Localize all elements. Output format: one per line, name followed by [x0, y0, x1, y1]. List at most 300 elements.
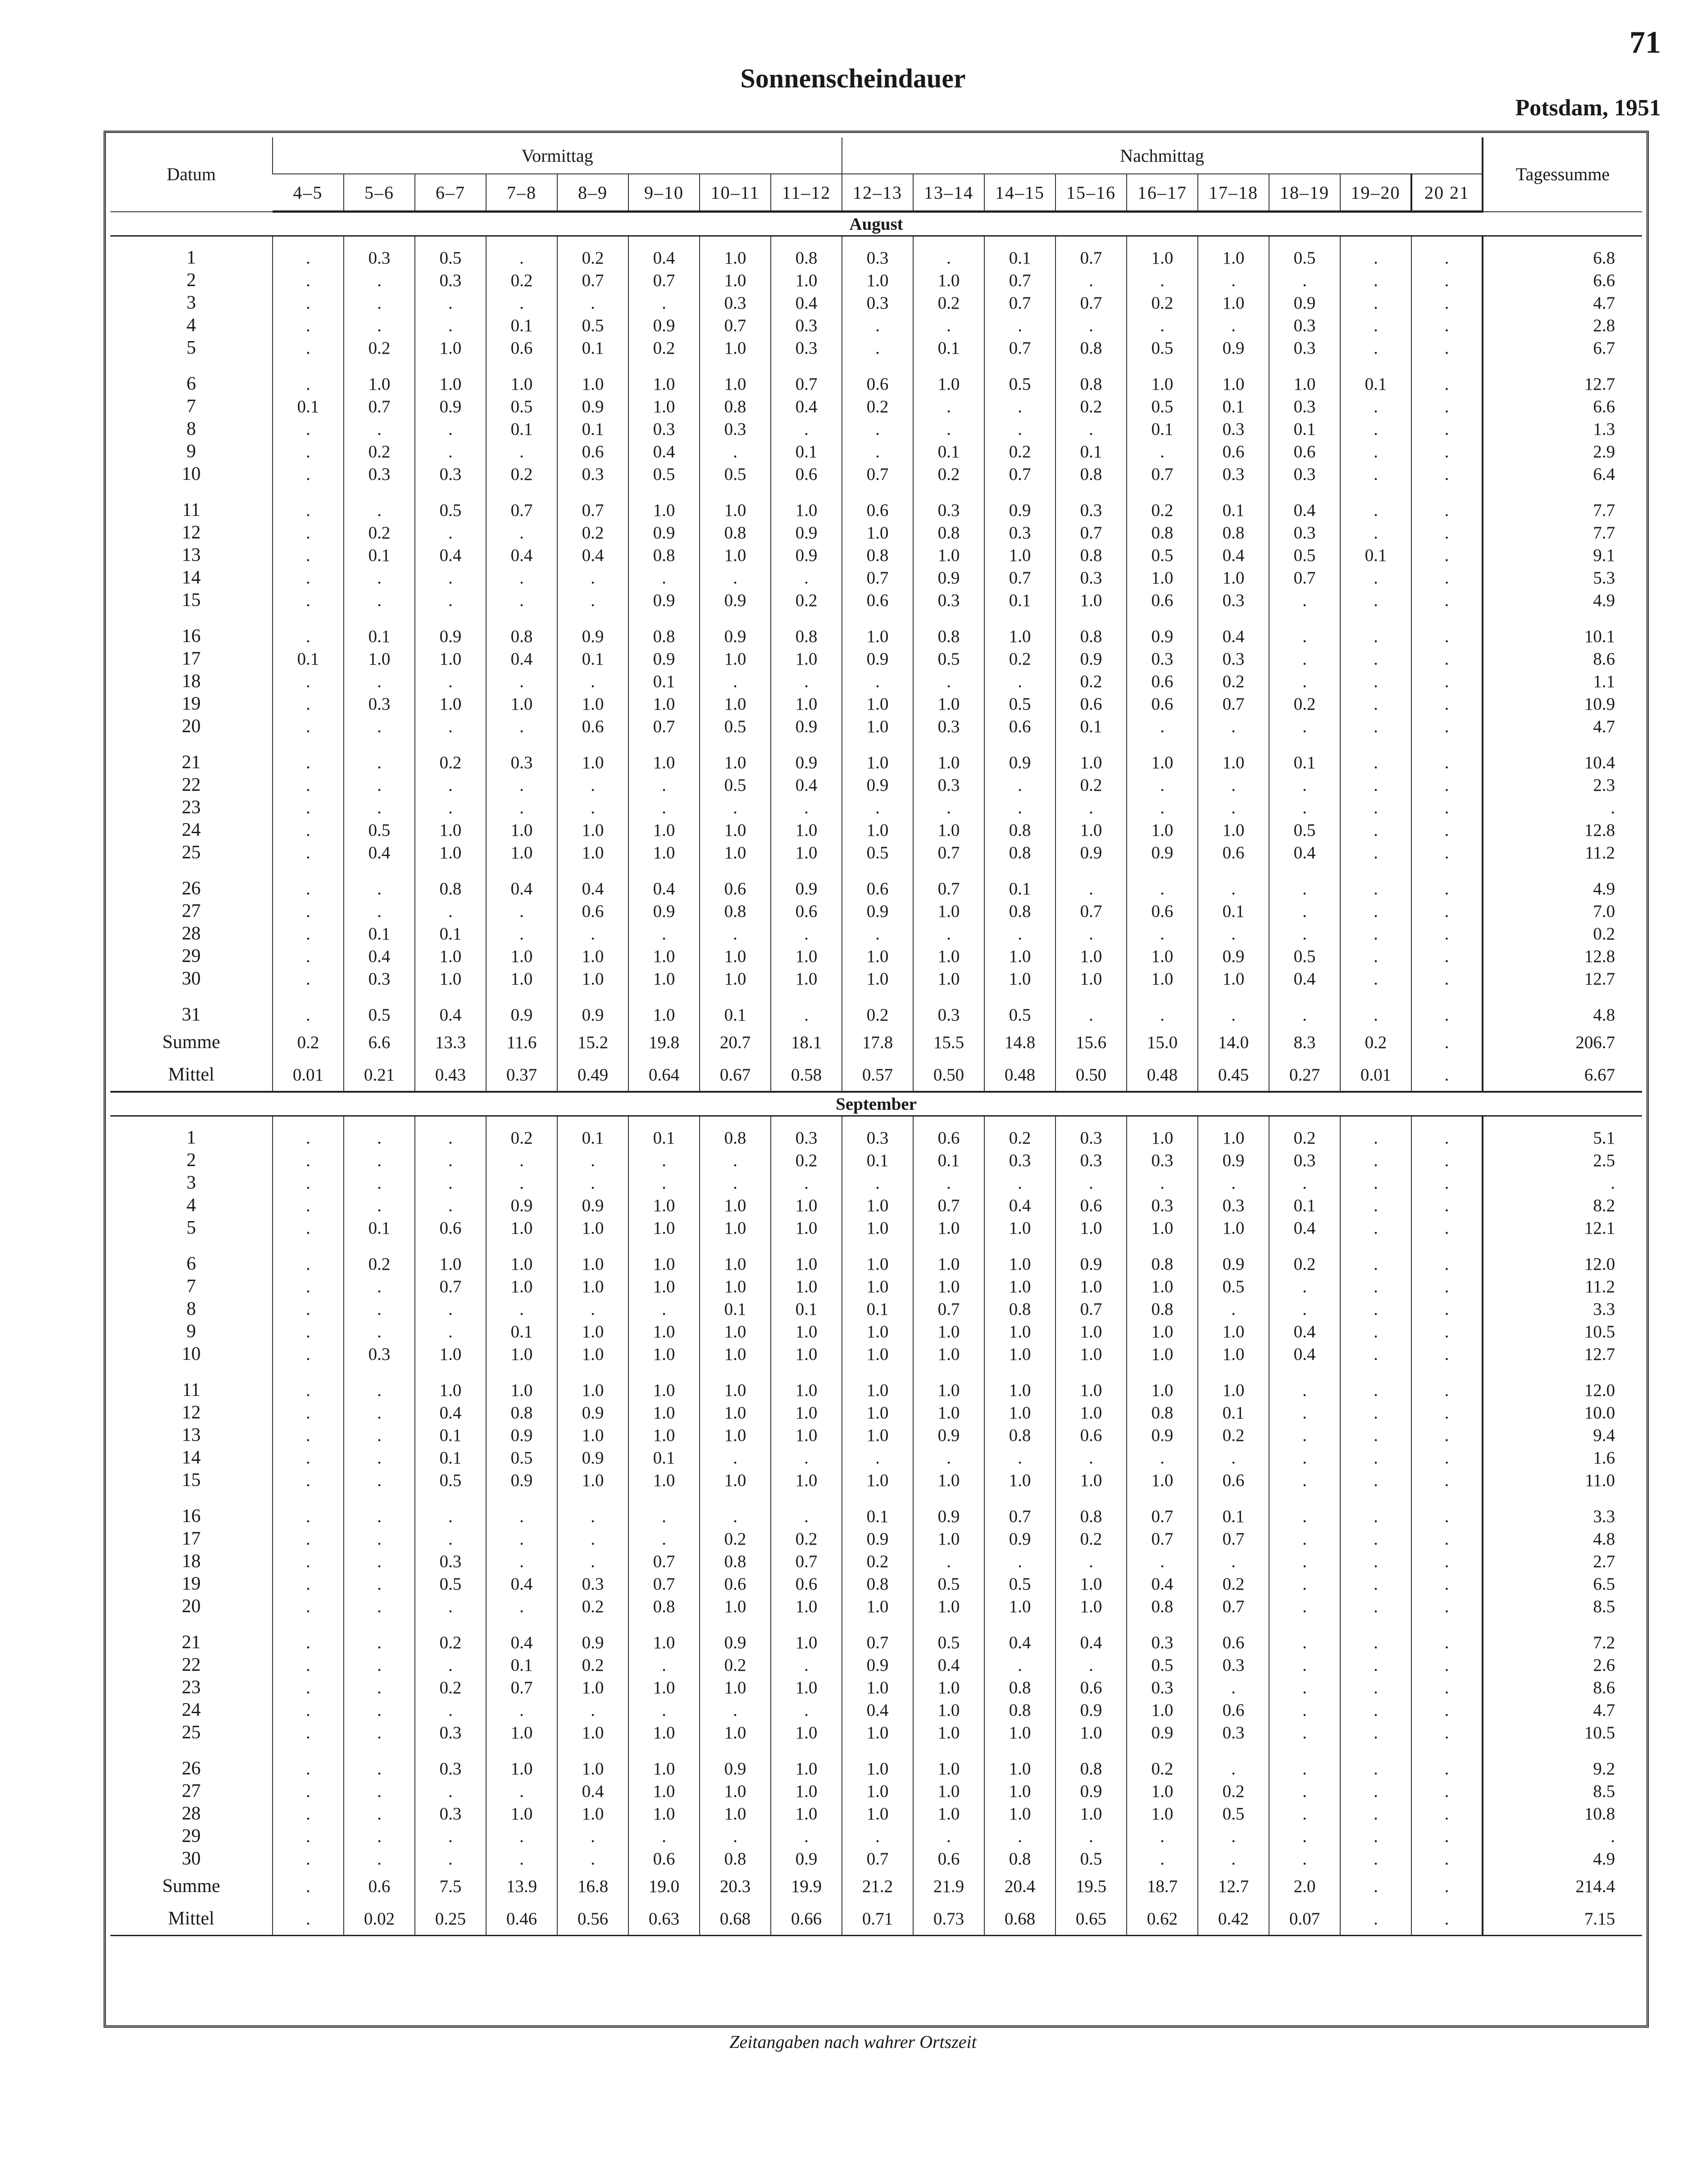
hourly-value: .	[557, 1847, 628, 1870]
hourly-value: 1.0	[628, 1365, 700, 1401]
hourly-value: .	[984, 418, 1055, 440]
hourly-value: 0.9	[842, 1527, 913, 1550]
table-row	[110, 864, 1642, 900]
hourly-value: 1.0	[771, 1343, 842, 1365]
summe-row	[110, 1026, 1642, 1058]
hourly-value: .	[1269, 1573, 1340, 1595]
hourly-value: .	[1411, 1365, 1483, 1401]
hourly-value: 1.0	[1127, 359, 1198, 395]
table-row	[110, 1802, 1642, 1825]
summe-value: 0.6	[344, 1870, 415, 1902]
hourly-value: 1.0	[913, 819, 984, 841]
table-row	[110, 819, 1642, 841]
hourly-value: 0.9	[628, 521, 700, 544]
hourly-value: .	[771, 990, 842, 1026]
summe-value: 14.0	[1198, 1026, 1269, 1058]
hourly-value: .	[1340, 1275, 1411, 1298]
hourly-value: .	[842, 1172, 913, 1194]
hourly-value: .	[1127, 864, 1198, 900]
hourly-value: .	[1411, 796, 1483, 819]
hourly-value: .	[1411, 1194, 1483, 1217]
hourly-value: 0.1	[1127, 418, 1198, 440]
hourly-value: .	[984, 1446, 1055, 1469]
hourly-value: .	[1340, 774, 1411, 796]
hourly-value: .	[1411, 922, 1483, 945]
hourly-value: 0.2	[344, 337, 415, 359]
hourly-value: 1.0	[984, 544, 1055, 566]
hourly-value: .	[1411, 1446, 1483, 1469]
hour-column-header: 16–17	[1127, 174, 1198, 212]
hourly-value: .	[1269, 1469, 1340, 1491]
hourly-value: .	[344, 796, 415, 819]
hourly-value: 0.7	[1198, 693, 1269, 715]
hourly-value: .	[1269, 900, 1340, 922]
hourly-value: 1.0	[913, 1744, 984, 1780]
hourly-value: .	[1198, 1676, 1269, 1699]
hourly-value: .	[344, 774, 415, 796]
hourly-value: 1.0	[842, 611, 913, 647]
table-row	[110, 1654, 1642, 1676]
hourly-value: .	[1055, 269, 1127, 292]
day-number: 29	[182, 946, 201, 967]
daily-total: 7.7	[1483, 521, 1642, 544]
mittel-value: 0.25	[415, 1902, 486, 1936]
hourly-value: .	[273, 1446, 344, 1469]
hourly-value: 0.4	[1198, 611, 1269, 647]
hourly-value: 1.0	[913, 544, 984, 566]
hourly-value: 0.1	[984, 589, 1055, 611]
hourly-value: 0.9	[1198, 1239, 1269, 1275]
hourly-value: .	[273, 715, 344, 738]
hourly-value: 1.0	[486, 1365, 557, 1401]
hourly-value: 0.9	[486, 1424, 557, 1446]
hourly-value: 1.0	[771, 1618, 842, 1654]
hourly-value: 0.9	[700, 1744, 771, 1780]
mittel-value: .	[1411, 1902, 1483, 1936]
hourly-value: 1.0	[628, 1721, 700, 1744]
hourly-value: .	[273, 485, 344, 521]
hourly-value: .	[1055, 418, 1127, 440]
hourly-value: .	[1340, 440, 1411, 463]
hourly-value: .	[700, 1825, 771, 1847]
hourly-value: .	[1411, 1780, 1483, 1802]
hourly-value: .	[913, 236, 984, 269]
hourly-value: 0.2	[557, 521, 628, 544]
hourly-value: .	[486, 1780, 557, 1802]
hourly-value: 1.0	[984, 1469, 1055, 1491]
mittel-total: 6.67	[1483, 1058, 1642, 1092]
hourly-value: .	[1269, 796, 1340, 819]
hourly-value: 0.9	[486, 1469, 557, 1491]
hourly-value: 1.0	[557, 1802, 628, 1825]
table-row	[110, 1469, 1642, 1491]
hourly-value: .	[273, 1527, 344, 1550]
hourly-value: 0.3	[1127, 1194, 1198, 1217]
hourly-value: .	[486, 1847, 557, 1870]
table-row	[110, 1676, 1642, 1699]
hourly-value: .	[273, 1365, 344, 1401]
hourly-value: 1.0	[771, 819, 842, 841]
hourly-value: .	[1340, 715, 1411, 738]
hourly-value: .	[1340, 292, 1411, 314]
footnote: Zeitangaben nach wahrer Ortszeit	[729, 2032, 977, 2052]
hourly-value: 1.0	[415, 693, 486, 715]
hourly-value: .	[700, 440, 771, 463]
hourly-value: .	[628, 1149, 700, 1172]
hourly-value: .	[1269, 1527, 1340, 1550]
daily-total: .	[1483, 796, 1642, 819]
summe-total: 214.4	[1483, 1870, 1642, 1902]
summe-value: 20.4	[984, 1870, 1055, 1902]
hourly-value: .	[1411, 544, 1483, 566]
hourly-value: 0.3	[1055, 566, 1127, 589]
hourly-value: .	[984, 314, 1055, 337]
hourly-value: .	[1269, 1275, 1340, 1298]
hourly-value: 0.5	[842, 841, 913, 864]
day-number: 30	[182, 1848, 201, 1869]
day-number: 2	[187, 270, 196, 291]
hourly-value: .	[1411, 236, 1483, 269]
hourly-value: 0.7	[984, 1491, 1055, 1527]
hourly-value: 0.1	[344, 611, 415, 647]
hourly-value: 0.8	[1055, 1744, 1127, 1780]
hourly-value: .	[771, 1825, 842, 1847]
day-number: 26	[182, 1758, 201, 1779]
hourly-value: 1.0	[842, 967, 913, 990]
daily-total: 11.2	[1483, 841, 1642, 864]
hourly-value: .	[557, 1172, 628, 1194]
hourly-value: 1.0	[1055, 589, 1127, 611]
hourly-value: 0.2	[1055, 395, 1127, 418]
hourly-value: 0.7	[1055, 292, 1127, 314]
hourly-value: 0.9	[842, 774, 913, 796]
hourly-value: 0.4	[1127, 1573, 1198, 1595]
daily-total: 12.7	[1483, 967, 1642, 990]
hourly-value: 0.5	[984, 1573, 1055, 1595]
hourly-value: .	[486, 922, 557, 945]
daily-total: 7.0	[1483, 900, 1642, 922]
mittel-value: 0.57	[842, 1058, 913, 1092]
hourly-value: 0.5	[984, 990, 1055, 1026]
hourly-value: .	[486, 292, 557, 314]
hourly-value: 0.1	[486, 1320, 557, 1343]
hourly-value: 0.5	[415, 236, 486, 269]
summe-value: 7.5	[415, 1870, 486, 1902]
hourly-value: .	[273, 1194, 344, 1217]
hourly-value: 1.0	[913, 1699, 984, 1721]
hourly-value: .	[1340, 967, 1411, 990]
hourly-value: 1.0	[700, 1217, 771, 1239]
hourly-value: .	[273, 1275, 344, 1298]
hourly-value: .	[700, 1491, 771, 1527]
hourly-value: .	[273, 1699, 344, 1721]
hourly-value: .	[415, 440, 486, 463]
hourly-value: 1.0	[771, 269, 842, 292]
mittel-row	[110, 1902, 1642, 1936]
hourly-value: 0.1	[700, 1298, 771, 1320]
hourly-value: 0.4	[486, 1573, 557, 1595]
hourly-value: .	[1269, 1780, 1340, 1802]
hourly-value: 1.0	[486, 1239, 557, 1275]
hourly-value: 0.6	[771, 900, 842, 922]
table-row	[110, 922, 1642, 945]
hourly-value: .	[486, 900, 557, 922]
hourly-value: 1.0	[842, 1595, 913, 1618]
hourly-value: 0.6	[1055, 693, 1127, 715]
hourly-value: 0.2	[557, 236, 628, 269]
summe-value: 15.5	[913, 1026, 984, 1058]
hourly-value: .	[700, 1149, 771, 1172]
daily-total: 9.1	[1483, 544, 1642, 566]
hourly-value: 1.0	[344, 359, 415, 395]
day-number: 7	[187, 396, 196, 417]
hourly-value: 0.6	[984, 715, 1055, 738]
daily-total: 12.7	[1483, 359, 1642, 395]
hourly-value: 0.1	[344, 544, 415, 566]
day-number: 18	[182, 1551, 201, 1572]
hourly-value: 0.9	[1269, 292, 1340, 314]
hourly-value: 1.0	[984, 611, 1055, 647]
hourly-value: 1.0	[1127, 1275, 1198, 1298]
hourly-value: .	[1269, 269, 1340, 292]
hourly-value: 1.0	[984, 1365, 1055, 1401]
hourly-value: .	[344, 670, 415, 693]
table-row	[110, 796, 1642, 819]
hourly-value: 1.0	[771, 693, 842, 715]
hourly-value: .	[1269, 715, 1340, 738]
hourly-value: .	[344, 1275, 415, 1298]
hourly-value: 0.2	[415, 1676, 486, 1699]
hourly-value: .	[344, 1744, 415, 1780]
hourly-value: 1.0	[557, 1469, 628, 1491]
hourly-value: 0.1	[1269, 418, 1340, 440]
hourly-value: .	[700, 670, 771, 693]
hourly-value: .	[557, 1550, 628, 1573]
hourly-value: 1.0	[700, 337, 771, 359]
hourly-value: 0.7	[842, 566, 913, 589]
hourly-value: 0.6	[1127, 589, 1198, 611]
hourly-value: 0.7	[1055, 1298, 1127, 1320]
hourly-value: 0.2	[1269, 693, 1340, 715]
hourly-value: .	[273, 1780, 344, 1802]
hourly-value: 1.0	[842, 1365, 913, 1401]
hourly-value: 0.4	[344, 841, 415, 864]
hourly-value: .	[344, 1401, 415, 1424]
hourly-value: .	[1340, 1802, 1411, 1825]
hourly-value: .	[415, 1194, 486, 1217]
hourly-value: 0.8	[913, 521, 984, 544]
hourly-value: .	[1411, 395, 1483, 418]
hourly-value: .	[984, 796, 1055, 819]
mittel-value: 0.42	[1198, 1902, 1269, 1936]
hourly-value: 0.4	[344, 945, 415, 967]
hourly-value: .	[1198, 1298, 1269, 1320]
hourly-value: 0.8	[415, 864, 486, 900]
hourly-value: 1.0	[628, 485, 700, 521]
hourly-value: .	[415, 774, 486, 796]
hourly-value: 0.3	[1127, 1618, 1198, 1654]
hourly-value: 0.1	[1269, 1194, 1340, 1217]
hourly-value: 0.8	[1127, 1298, 1198, 1320]
hourly-value: 0.9	[771, 544, 842, 566]
mittel-value: 0.50	[1055, 1058, 1127, 1092]
hourly-value: .	[344, 589, 415, 611]
hourly-value: 0.8	[486, 1401, 557, 1424]
hourly-value: .	[1340, 521, 1411, 544]
hourly-value: .	[1411, 738, 1483, 774]
hourly-value: 0.7	[984, 337, 1055, 359]
hourly-value: 0.5	[913, 1573, 984, 1595]
hourly-value: .	[1411, 566, 1483, 589]
hourly-value: 0.3	[557, 1573, 628, 1595]
hourly-value: .	[771, 670, 842, 693]
hourly-value: 1.0	[1055, 819, 1127, 841]
summe-value: 13.9	[486, 1870, 557, 1902]
hourly-value: 0.4	[486, 647, 557, 670]
daily-total: 4.9	[1483, 1847, 1642, 1870]
hourly-value: .	[273, 1320, 344, 1343]
hourly-value: 1.0	[842, 715, 913, 738]
hourly-value: .	[1340, 738, 1411, 774]
hourly-value: 1.0	[913, 1275, 984, 1298]
hourly-value: .	[628, 566, 700, 589]
hourly-value: .	[1411, 1172, 1483, 1194]
hourly-value: .	[557, 1298, 628, 1320]
hourly-value: .	[842, 418, 913, 440]
hourly-value: 1.0	[1127, 1320, 1198, 1343]
hourly-value: 1.0	[913, 693, 984, 715]
table-row	[110, 967, 1642, 990]
table-row	[110, 1744, 1642, 1780]
hourly-value: .	[486, 440, 557, 463]
summe-value: 15.0	[1127, 1026, 1198, 1058]
hourly-value: 1.0	[842, 1802, 913, 1825]
hourly-value: 0.1	[273, 647, 344, 670]
hourly-value: 0.4	[1269, 1320, 1340, 1343]
hourly-value: .	[344, 1527, 415, 1550]
hourly-value: 0.4	[557, 544, 628, 566]
hourly-value: .	[700, 566, 771, 589]
hourly-value: 0.1	[1198, 1401, 1269, 1424]
hourly-value: .	[344, 314, 415, 337]
hourly-value: 1.0	[1055, 1217, 1127, 1239]
hourly-value: 1.0	[842, 1239, 913, 1275]
hourly-value: .	[1269, 990, 1340, 1026]
hourly-value: .	[1340, 1699, 1411, 1721]
hourly-value: .	[344, 292, 415, 314]
daily-total: 7.2	[1483, 1618, 1642, 1654]
table-row	[110, 1595, 1642, 1618]
hourly-value: .	[913, 1446, 984, 1469]
summe-value: 19.0	[628, 1870, 700, 1902]
table-row	[110, 463, 1642, 485]
hourly-value: 0.2	[344, 440, 415, 463]
day-number: 21	[182, 752, 201, 773]
hourly-value: 0.9	[842, 1654, 913, 1676]
hourly-value: 1.0	[984, 1780, 1055, 1802]
hourly-value: 0.7	[628, 715, 700, 738]
hourly-value: 0.7	[1127, 463, 1198, 485]
hourly-value: .	[1340, 922, 1411, 945]
hourly-value: 0.4	[628, 440, 700, 463]
hourly-value: 1.0	[628, 841, 700, 864]
hourly-value: 0.9	[771, 738, 842, 774]
hourly-value: .	[415, 670, 486, 693]
hourly-value: 0.9	[771, 1847, 842, 1870]
daily-total: 5.1	[1483, 1116, 1642, 1149]
hourly-value: 0.9	[557, 990, 628, 1026]
hourly-value: 0.5	[700, 463, 771, 485]
hourly-value: 1.0	[557, 1275, 628, 1298]
table-row	[110, 1365, 1642, 1401]
hourly-value: .	[842, 1825, 913, 1847]
day-number: 28	[182, 1803, 201, 1824]
hourly-value: .	[486, 1172, 557, 1194]
hourly-value: 0.9	[1055, 647, 1127, 670]
mittel-value: 0.50	[913, 1058, 984, 1092]
hourly-value: .	[1411, 359, 1483, 395]
day-number: 31	[182, 1004, 201, 1025]
hourly-value: .	[984, 1825, 1055, 1847]
hourly-value: 0.9	[1055, 1780, 1127, 1802]
table-row	[110, 1527, 1642, 1550]
hourly-value: 0.8	[984, 819, 1055, 841]
hourly-value: 1.0	[771, 1424, 842, 1446]
hourly-value: .	[1411, 1275, 1483, 1298]
hourly-value: 1.0	[700, 1595, 771, 1618]
hourly-value: .	[1340, 611, 1411, 647]
hourly-value: 0.1	[984, 236, 1055, 269]
hourly-value: .	[1340, 1847, 1411, 1870]
hourly-value: 0.7	[984, 269, 1055, 292]
hourly-value: 0.7	[771, 359, 842, 395]
hourly-value: 1.0	[1055, 1401, 1127, 1424]
table-row	[110, 990, 1642, 1026]
table-row	[110, 670, 1642, 693]
daily-total: .	[1483, 1172, 1642, 1194]
hourly-value: 0.5	[344, 990, 415, 1026]
hourly-value: 1.0	[1055, 1802, 1127, 1825]
hourly-value: 0.3	[1198, 589, 1269, 611]
hourly-value: 0.7	[913, 1194, 984, 1217]
hourly-value: 0.1	[344, 1217, 415, 1239]
daily-total: 6.4	[1483, 463, 1642, 485]
mittel-total: 7.15	[1483, 1902, 1642, 1936]
mittel-value: 0.65	[1055, 1902, 1127, 1936]
hourly-value: 0.7	[842, 1618, 913, 1654]
hourly-value: 0.4	[486, 544, 557, 566]
hourly-value: 0.9	[557, 1618, 628, 1654]
daily-total: 10.9	[1483, 693, 1642, 715]
hourly-value: 0.5	[1127, 1654, 1198, 1676]
hourly-value: 1.0	[842, 738, 913, 774]
table-row	[110, 1194, 1642, 1217]
hourly-value: 0.8	[913, 611, 984, 647]
hourly-value: .	[1055, 1446, 1127, 1469]
summe-value: 21.9	[913, 1870, 984, 1902]
hourly-value: .	[486, 715, 557, 738]
hourly-value: 0.1	[771, 1298, 842, 1320]
hourly-value: 1.0	[1127, 1365, 1198, 1401]
hourly-value: 0.9	[1198, 1149, 1269, 1172]
hourly-value: .	[1198, 1550, 1269, 1573]
hourly-value: 0.1	[486, 1654, 557, 1676]
summe-value: 0.2	[273, 1026, 344, 1058]
hour-column-header: 5–6	[344, 174, 415, 212]
hourly-value: .	[628, 1527, 700, 1550]
hourly-value: .	[344, 1699, 415, 1721]
hourly-value: 0.7	[1055, 900, 1127, 922]
